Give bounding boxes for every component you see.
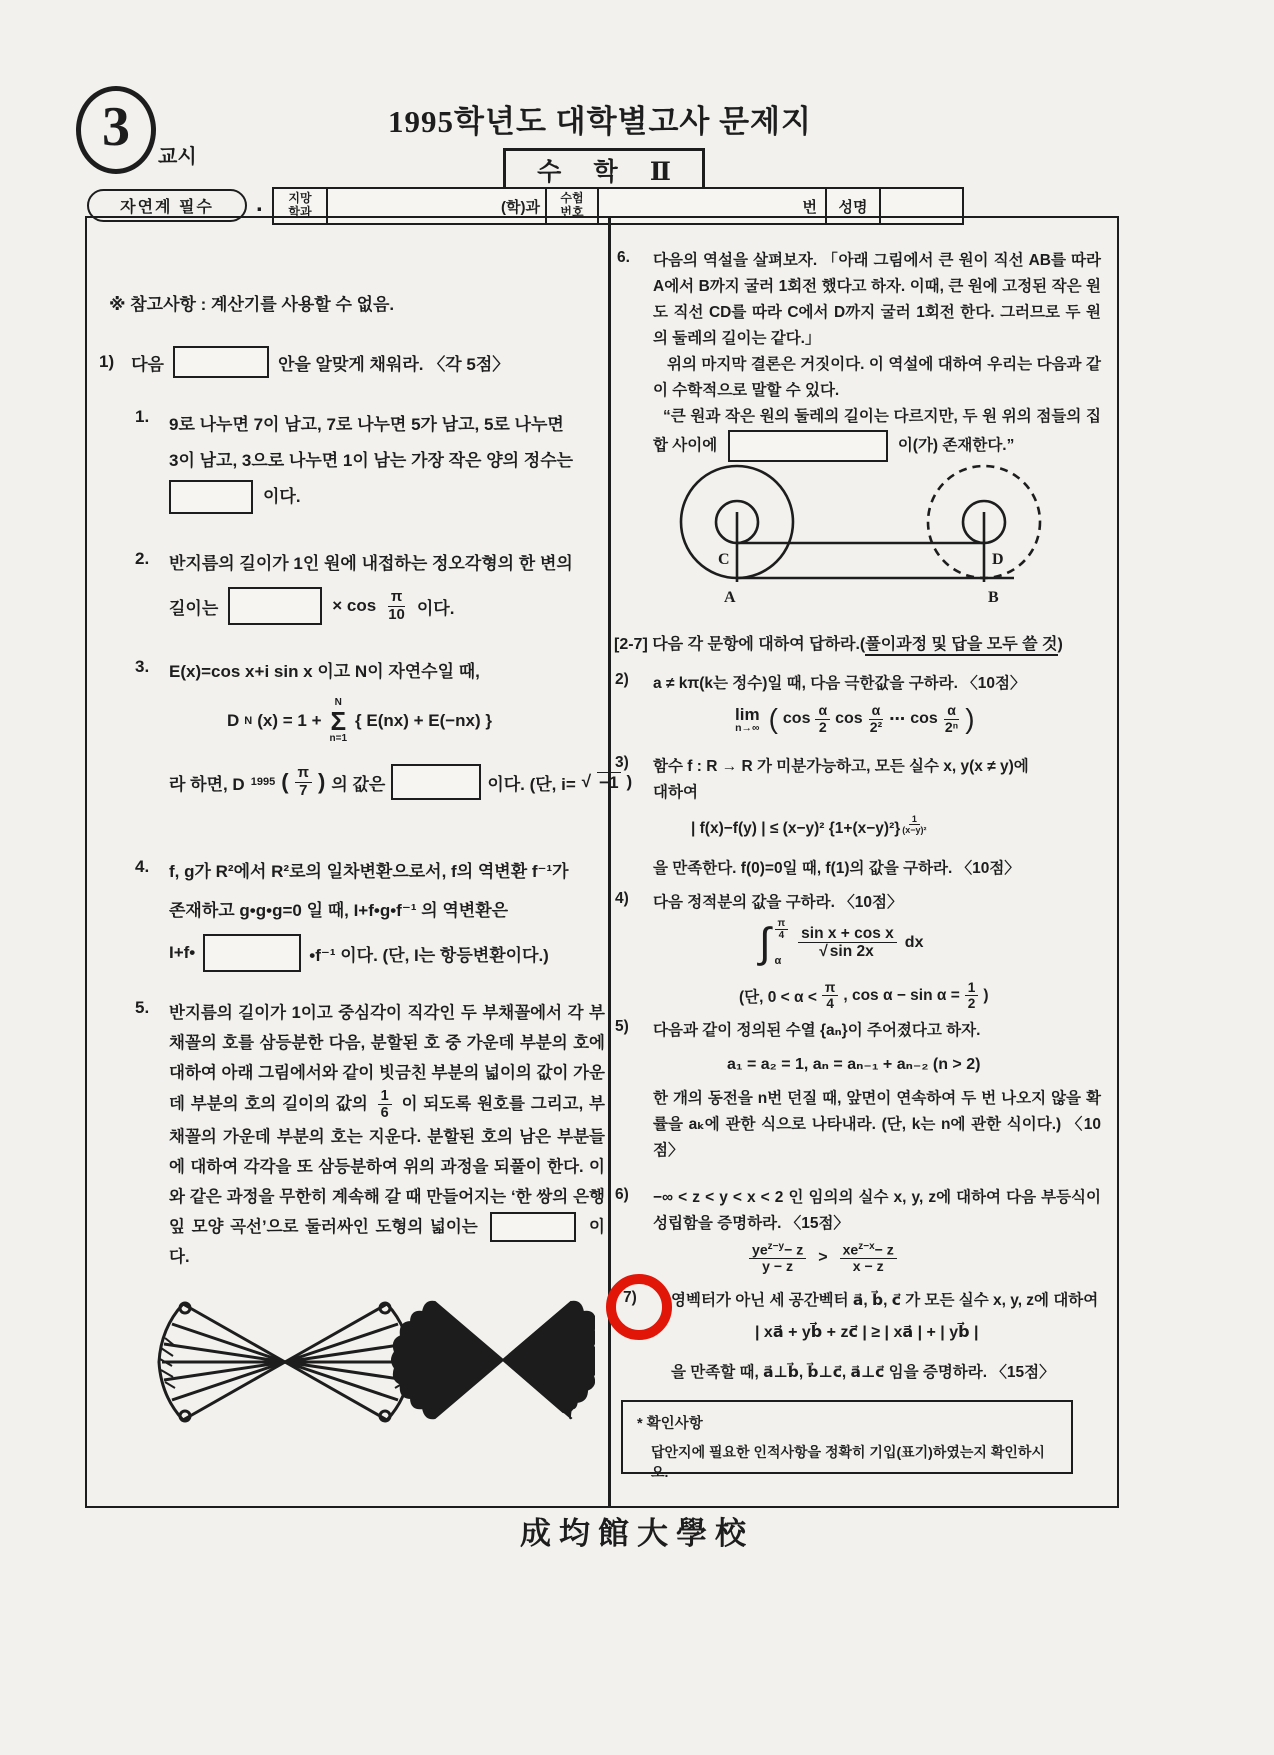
q6-p3-pre: “큰 원과 작은 원의 둘레의 길이는 다르지만, 두 원 위의 점들의 집합 사이에 <box>653 408 1101 455</box>
page-title: 1995학년도 대학별고사 문제지 <box>388 104 812 139</box>
q3-line3: 을 만족한다. f(0)=0일 때, f(1)의 값을 구하라. 〈10점〉 <box>653 860 1020 877</box>
red-circle-annotation <box>606 1274 672 1340</box>
fig6-label-b: B <box>988 589 999 606</box>
item3-paren-open: ( <box>281 769 289 794</box>
confirmation-box <box>621 1400 1073 1480</box>
item3-paren-close: ) <box>317 769 326 794</box>
q6-p3-post: 이(가) 존재한다.” <box>897 437 1015 455</box>
item2-answer-box <box>228 587 322 625</box>
dot-mark: . <box>256 190 263 217</box>
item3-result-mid: 의 값은 <box>331 774 386 794</box>
item5-number: 5. <box>135 998 150 1017</box>
q4-cond-frac1: $\frac{\pi}{4}$ <box>822 980 838 1012</box>
q7-number: 7) <box>623 1289 637 1306</box>
item2-body <box>169 549 573 626</box>
item1-body <box>169 407 573 515</box>
fan-curve-figure <box>125 1260 595 1465</box>
section-2-7-header <box>614 631 1063 654</box>
item2-post: 이다. <box>416 598 455 618</box>
item3-braces: { E(nx) + E(−nx) } <box>355 711 492 730</box>
q6b-display-formula <box>749 1241 897 1275</box>
q5-display-formula: a₁ = a₂ = 1, aₙ = aₙ₋₁ + aₙ₋₂ (n > 2) <box>727 1056 981 1073</box>
item1-line3: 이다. <box>263 487 301 506</box>
q4-fraction: $\frac{\text{sin x + cos x}}{√ \sin 2x}$ <box>798 925 897 961</box>
item5-seg3: 이다. <box>169 1217 605 1267</box>
question-area <box>85 216 1119 1508</box>
q3-line2: 대하여 <box>653 784 698 801</box>
q6-paragraph3 <box>653 404 1101 462</box>
item3-body <box>169 657 632 802</box>
integral-lower-limit: α <box>774 955 782 968</box>
fig6-label-a: A <box>724 589 736 606</box>
q2-cos1: cos <box>782 710 811 728</box>
item3-answer-box <box>391 764 481 800</box>
q2-paren-close: ) <box>965 703 975 735</box>
q4-cond-pre: (단, 0 < α < <box>739 988 817 1006</box>
item2-line1: 반지름의 길이가 1인 원에 내접하는 정오각형의 한 변의 <box>169 554 573 573</box>
item5-body <box>169 998 605 1272</box>
item1-line1: 9로 나누면 7이 남고, 7로 나누면 5가 남고, 5로 나누면 <box>169 415 564 434</box>
q1-answer-box <box>173 346 269 378</box>
q7-line2: 을 만족할 때, a⃗⊥b⃗, b⃗⊥c⃗, a⃗⊥c⃗ 임을 증명하라. 〈15점〉 <box>671 1364 1055 1381</box>
q3-main-expression: | f(x)−f(y) | ≤ (x−y)² {1+(x−y)²} <box>691 820 901 838</box>
item5-fraction: $\frac{1}{6}$ <box>378 1088 392 1122</box>
q3-body <box>653 754 1029 806</box>
limit-operator: lim n→∞ <box>735 704 760 734</box>
item3-line1: E(x)=cos x+i sin x 이고 N이 자연수일 때, <box>169 662 480 681</box>
item5-seg2: 이 되도록 원호를 그리고, 부채꼴의 가운데 부분의 호는 지운다. 분할된 호의 남은 부분들에 대하여 각각을 또 삼등분하여 위의 과정을 되풀이 한다. 이와 같은 과정을 무한히 계속해 갈 때 만들어지는 ‘한 쌍의 은행잎 모양 곡선’으로 둘러싸인 도형의 넓이는 <box>169 1095 605 1236</box>
q2-number: 2) <box>615 671 629 688</box>
q4-condition <box>739 980 989 1012</box>
subject-title: 수 학 Ⅱ <box>537 159 684 186</box>
item2-mid: × cos <box>332 596 377 615</box>
q6-number: 6. <box>617 249 630 266</box>
fig6-label-d: D <box>992 551 1004 568</box>
item4-line2: 존재하고 g•g•g=0 일 때, I+f•g•f⁻¹ 의 역변환은 <box>169 901 509 920</box>
q2-text: a ≠ kπ(k는 정수)일 때, 다음 극한값을 구하라. 〈10점〉 <box>653 675 1026 692</box>
q6b-number: 6) <box>615 1186 629 1203</box>
question-1-heading <box>99 346 509 378</box>
item4-line3-post: •f⁻¹ 이다. (단, I는 항등변환이다.) <box>309 945 549 965</box>
q4-display-formula <box>759 918 923 967</box>
q1-post: 안을 알맞게 채워라. 〈각 5점〉 <box>277 354 510 374</box>
item1-line2: 3이 남고, 3으로 나누면 1이 남는 가장 작은 양의 정수는 <box>169 451 574 470</box>
item3-result-sub: 1995 <box>250 776 276 788</box>
q6-body <box>653 248 1101 462</box>
examno-suffix: 번 <box>802 198 817 216</box>
item3-D: D <box>227 711 240 730</box>
item5-seg1: 반지름의 길이가 1이고 중심각이 직각인 두 부채꼴에서 각 부채꼴의 호를 삼등분한 다음, 분할된 호 중 가운데 부분의 호에 대하여 아래 그림에서와 같이 빗금친 부분의 넓이의 값이 가운데 부분의 호의 길이의 값의 <box>169 1004 605 1114</box>
item3-result-pre: 라 하면, D <box>169 774 245 794</box>
name-label: 성명 <box>838 198 868 216</box>
q7-line1: 영벡터가 아닌 세 공간벡터 a⃗, b⃗, c⃗ 가 모든 실수 x, y, z에 대하여 <box>671 1292 1099 1309</box>
integral-upper-limit: $\frac{\pi}{4}$ <box>775 918 789 941</box>
q6b-right-fraction: $\frac{xe^{z-x}- z}{x - z}$ <box>840 1241 897 1275</box>
q6b-left-fraction: $\frac{ye^{z-y}- z}{y - z}$ <box>749 1241 806 1275</box>
item2-fraction: $\frac{\pi}{10}$ <box>388 587 405 623</box>
q4-dx: dx <box>904 933 924 951</box>
integral-limits <box>775 918 789 967</box>
sec-header-post: ) <box>1057 636 1063 653</box>
q3-line1: 함수 f : R → R 가 미분가능하고, 모든 실수 x, y(x ≠ y)에 <box>653 758 1029 775</box>
q2-paren-open: ( <box>768 703 778 735</box>
q5-text: 다음과 같이 정의된 수열 {aₙ}이 주어졌다고 하자. <box>653 1022 981 1039</box>
confirmation-title: * 확인사항 <box>637 1416 703 1432</box>
q5-number: 5) <box>615 1018 629 1035</box>
school-name: 成均館大學校 <box>520 1516 754 1551</box>
q6b-text: −∞ < z < y < x < 2 인 임의의 실수 x, y, z에 대하여 다음 부등식이 성립함을 증명하라. 〈15점〉 <box>653 1189 1101 1232</box>
greater-than-sign: > <box>818 1249 828 1267</box>
integral-sign: ∫ <box>759 918 771 966</box>
item3-display-formula <box>227 698 632 744</box>
item3-number: 3. <box>135 657 150 676</box>
period-label: 교시 <box>158 146 197 168</box>
sqrt-radicand: −1 <box>599 772 619 792</box>
item3-result-end: ) <box>626 772 633 791</box>
examno-label-line2: 번호 <box>560 205 584 219</box>
examno-label-line1: 수험 <box>560 191 584 206</box>
item3-result-line <box>169 762 632 802</box>
q3-display-formula <box>691 814 929 838</box>
track-label: 자연계 필수 <box>120 199 214 216</box>
item4-body <box>169 857 569 973</box>
q1-number: 1) <box>99 352 115 371</box>
item4-number: 4. <box>135 857 150 876</box>
q6-paragraph2: 위의 마지막 결론은 거짓이다. 이 역설에 대하여 우리는 다음과 같이 수학적으로 말할 수 있다. <box>653 356 1101 399</box>
q2-cos3: cos <box>910 710 938 728</box>
q2-display-formula <box>735 703 975 736</box>
q2-frac2: $\frac{\alpha}{\text{2²}}$ <box>869 702 883 735</box>
q4-text: 다음 정적분의 값을 구하라. 〈10점〉 <box>653 894 903 911</box>
q7-display-formula: | xa⃗ + yb⃗ + zc⃗ | ≥ | xa⃗ | + | yb⃗ | <box>755 1324 979 1341</box>
sigma-operator: N Σ n=1 <box>329 697 348 744</box>
dept-label-line1: 지망 <box>288 191 312 206</box>
item3-result-fraction: $\frac{\pi}{7}$ <box>295 765 312 799</box>
q3-exponent: 1 (x−y)² <box>902 814 927 836</box>
q4-cond-post: ) <box>983 986 989 1004</box>
notice: ※ 참고사항 : 계산기를 사용할 수 없음. <box>109 295 395 314</box>
sqrt-sign: √ <box>581 772 592 791</box>
q1-pre: 다음 <box>131 354 164 374</box>
sec-header-pre: [2-7] 다음 각 문항에 대하여 답하라.( <box>614 636 866 653</box>
period-circle <box>76 86 156 174</box>
q3-number: 3) <box>615 754 629 771</box>
q6-answer-box <box>728 430 888 462</box>
period-number: 3 <box>102 96 130 158</box>
q6-paragraph1: 다음의 역설을 살펴보자. 「아래 그림에서 큰 원이 직선 AB를 따라 A에서 B까지 굴러 1회전 했다고 하자. 이때, 큰 원에 고정된 작은 원도 직선 CD를 따라 C에서 D까지 굴러 1회전 한다. 그러므로 두 원의 둘레의 길이는 같다.」 <box>653 252 1101 347</box>
confirmation-body: 답안지에 필요한 인적사항을 정확히 기입(표기)하였는지 확인하시오. <box>651 1444 1045 1480</box>
q4-number: 4) <box>615 890 629 907</box>
q2-dots: ⋯ <box>889 711 906 729</box>
item3-D-sub: N <box>244 715 253 727</box>
q4-sqrt-sign: √ <box>819 943 828 961</box>
subject-box <box>503 148 705 192</box>
item1-answer-box <box>169 480 253 514</box>
rolling-circles-figure <box>632 460 1087 635</box>
q2-cos2: cos <box>835 710 863 728</box>
sec-header-underlined: 풀이과정 및 답을 모두 쓸 것 <box>865 636 1057 656</box>
item3-mid: (x) = 1 + <box>257 711 322 730</box>
dept-suffix: (학)과 <box>501 198 540 216</box>
item2-pre: 길이는 <box>169 598 219 618</box>
item1-number: 1. <box>135 407 150 426</box>
fig6-label-c: C <box>718 551 730 568</box>
q2-frac3: $\frac{\alpha}{\text{2ⁿ}}$ <box>944 702 959 735</box>
dept-label-line2: 학과 <box>288 205 312 219</box>
item2-number: 2. <box>135 549 150 568</box>
q5-paragraph: 한 개의 동전을 n번 던질 때, 앞면이 연속하여 두 번 나오지 않을 확률을 aₖ에 관한 식으로 나타내라. (단, k는 n에 관한 식이다.) 〈10점〉 <box>653 1090 1101 1159</box>
item5-answer-box <box>490 1212 576 1242</box>
item4-line3-pre: I+f• <box>169 943 196 962</box>
q2-frac1: $\frac{\alpha}{2}$ <box>815 703 830 736</box>
q4-cond-frac2: $\frac{1}{2}$ <box>965 980 979 1012</box>
item4-line1: f, g가 R²에서 R²로의 일차변환으로서, f의 역변환 f⁻¹가 <box>169 862 569 881</box>
q4-cond-mid: , cos α − sin α = <box>843 986 960 1004</box>
q4-sqrt-radicand: sin 2x <box>829 943 874 961</box>
item3-result-post: 이다. (단, i= <box>487 774 576 794</box>
item4-answer-box <box>203 934 301 972</box>
